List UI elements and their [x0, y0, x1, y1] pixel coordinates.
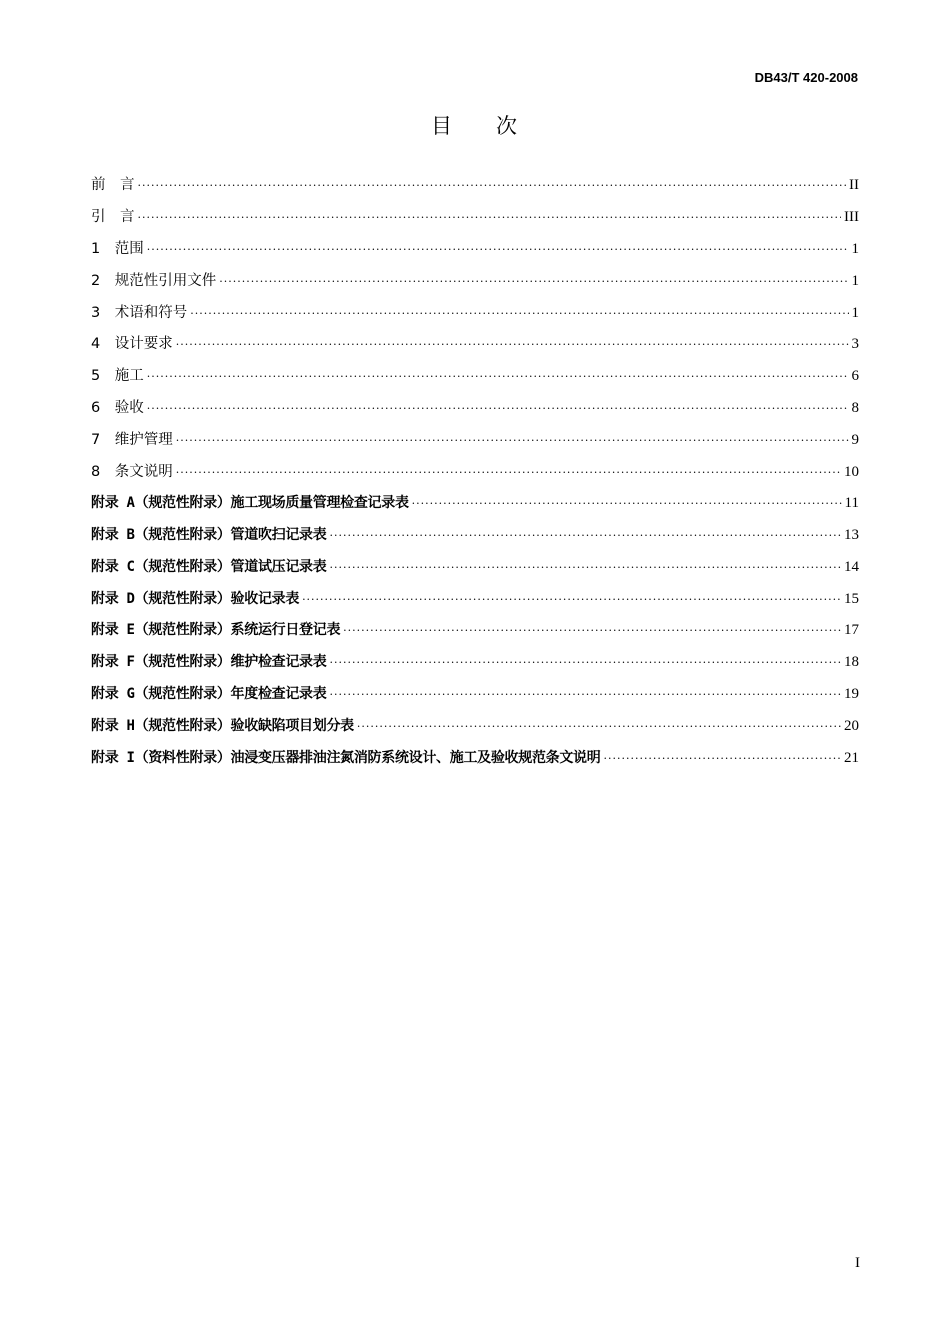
toc-entry-chapter-2[interactable] [91, 269, 859, 301]
toc-entry-label: 3 术语和符号 [91, 304, 188, 321]
toc-entry-appendix-c[interactable] [91, 556, 859, 588]
toc-entry-appendix-i[interactable] [91, 747, 859, 779]
toc-entry-page: 15 [844, 590, 859, 607]
toc-entry-label: 7 维护管理 [91, 432, 173, 449]
standard-code: DB43/T 420-2008 [754, 70, 858, 85]
toc-entry-page: 21 [844, 750, 859, 767]
toc-entry-foreword[interactable] [91, 173, 859, 205]
toc-entry-appendix-d[interactable] [91, 588, 859, 620]
toc-entry-appendix-a[interactable] [91, 492, 859, 524]
toc-entry-chapter-6[interactable] [91, 396, 859, 428]
toc-dot-leader [357, 720, 841, 733]
toc-entry-label: 6 验收 [91, 400, 144, 417]
toc-entry-page: 14 [844, 558, 859, 575]
toc-entry-chapter-1[interactable] [91, 237, 859, 269]
toc-dot-leader [176, 338, 849, 351]
toc-entry-introduction[interactable] [91, 205, 859, 237]
toc-dot-leader [412, 497, 842, 510]
toc-entry-chapter-5[interactable] [91, 364, 859, 396]
toc-entry-page: 18 [844, 654, 859, 671]
toc-entry-appendix-h[interactable] [91, 715, 859, 747]
toc-dot-leader [176, 466, 841, 479]
toc-entry-label: 附录 D（规范性附录）验收记录表 [91, 590, 300, 607]
toc-entry-label: 5 施工 [91, 368, 144, 385]
toc-entry-page: 8 [851, 400, 859, 417]
toc-entry-page: 3 [851, 336, 859, 353]
toc-entry-label: 附录 F（规范性附录）维护检查记录表 [91, 654, 327, 671]
table-of-contents [91, 173, 859, 779]
toc-entry-label: 附录 C（规范性附录）管道试压记录表 [91, 558, 327, 575]
toc-entry-appendix-g[interactable] [91, 683, 859, 715]
toc-entry-page: 17 [844, 622, 859, 639]
toc-entry-page: 20 [844, 718, 859, 735]
toc-entry-chapter-7[interactable] [91, 428, 859, 460]
toc-entry-page: 13 [844, 526, 859, 543]
toc-entry-label: 附录 I（资料性附录）油浸变压器排油注氮消防系统设计、施工及验收规范条文说明 [91, 750, 601, 767]
toc-dot-leader [603, 752, 841, 765]
toc-dot-leader [190, 307, 848, 320]
toc-entry-page: 1 [851, 272, 859, 289]
toc-entry-page: 9 [851, 432, 859, 449]
page-title [0, 110, 950, 140]
toc-entry-page: 19 [844, 686, 859, 703]
toc-entry-label: 附录 H（规范性附录）验收缺陷项目划分表 [91, 718, 354, 735]
toc-entry-label: 附录 G（规范性附录）年度检查记录表 [91, 686, 327, 703]
toc-entry-page: 1 [851, 240, 859, 257]
toc-entry-page: III [844, 208, 859, 225]
toc-dot-leader [329, 561, 841, 574]
toc-entry-label: 附录 A（规范性附录）施工现场质量管理检查记录表 [91, 494, 409, 511]
toc-entry-appendix-f[interactable] [91, 651, 859, 683]
toc-dot-leader [147, 243, 849, 256]
toc-dot-leader [138, 211, 842, 224]
toc-entry-page: 1 [851, 304, 859, 321]
toc-entry-page: II [849, 177, 859, 193]
toc-entry-label: 4 设计要求 [91, 336, 173, 353]
toc-entry-label: 引 言 [91, 208, 135, 225]
toc-entry-label: 8 条文说明 [91, 464, 173, 481]
toc-entry-label: 附录 E（规范性附录）系统运行日登记表 [91, 622, 341, 639]
toc-entry-page: 6 [851, 368, 859, 385]
toc-dot-leader [147, 370, 849, 383]
toc-dot-leader [147, 402, 849, 415]
toc-entry-label: 前 言 [91, 177, 135, 193]
page-title-char-2: 次 [496, 114, 519, 138]
page-title-char-1: 目 [431, 114, 454, 138]
toc-dot-leader [219, 275, 848, 288]
toc-entry-label: 附录 B（规范性附录）管道吹扫记录表 [91, 526, 327, 543]
toc-dot-leader [329, 688, 841, 701]
page-number: I [855, 1255, 860, 1271]
toc-entry-appendix-e[interactable] [91, 619, 859, 651]
toc-entry-page: 11 [844, 494, 859, 511]
toc-entry-page: 10 [844, 464, 859, 481]
toc-entry-label: 2 规范性引用文件 [91, 272, 217, 289]
toc-entry-label: 1 范围 [91, 240, 144, 257]
toc-dot-leader [343, 624, 841, 637]
toc-dot-leader [176, 434, 849, 447]
toc-entry-chapter-4[interactable] [91, 332, 859, 364]
toc-dot-leader [329, 656, 841, 669]
toc-entry-chapter-3[interactable] [91, 301, 859, 333]
toc-entry-appendix-b[interactable] [91, 524, 859, 556]
toc-dot-leader [329, 529, 841, 542]
toc-dot-leader [302, 593, 841, 606]
toc-entry-chapter-8[interactable] [91, 460, 859, 492]
toc-dot-leader [138, 179, 847, 192]
